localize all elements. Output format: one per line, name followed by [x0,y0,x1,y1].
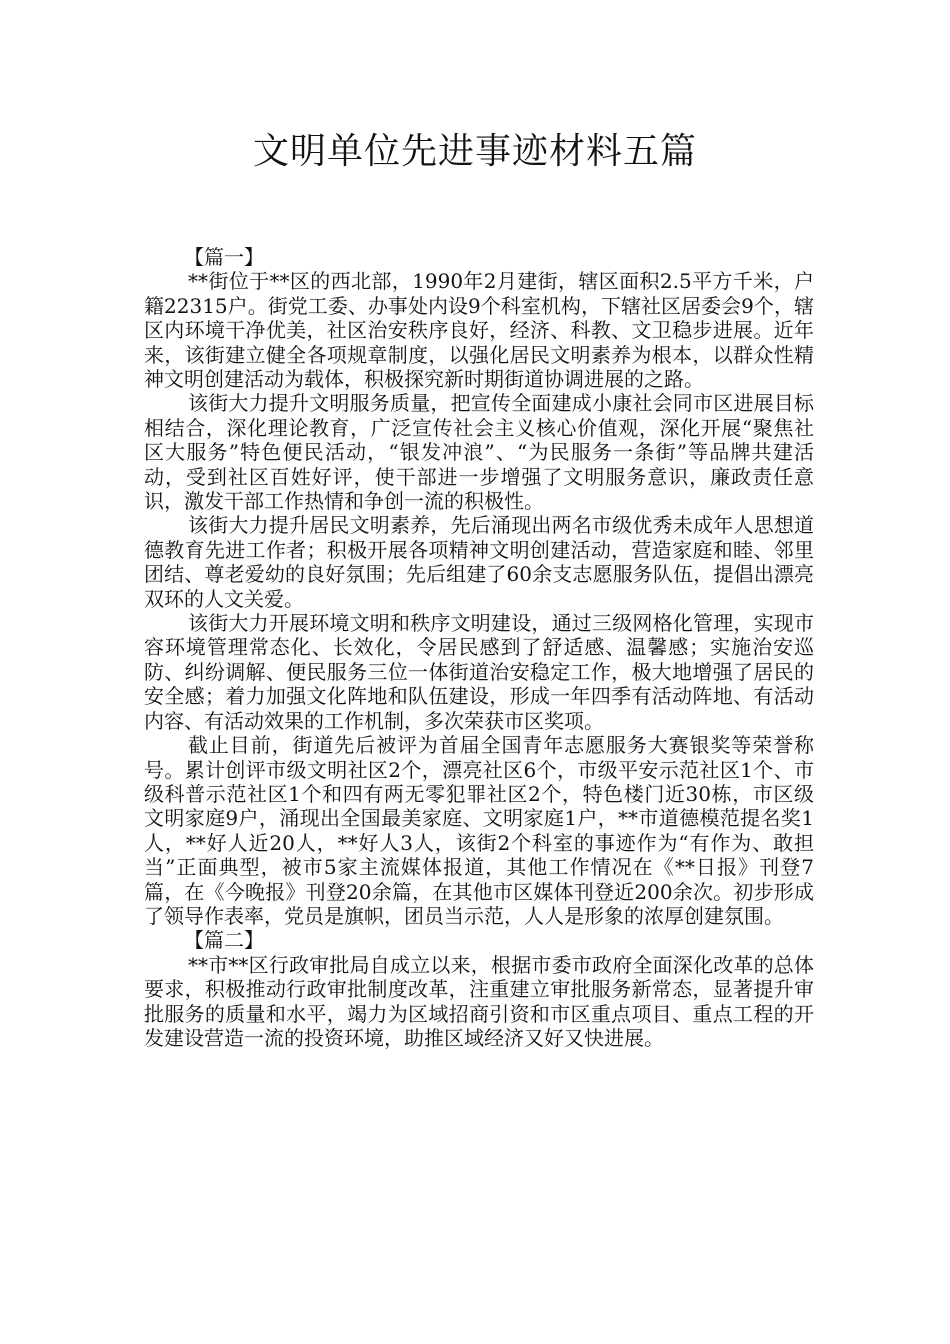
section-heading: 【篇一】 [184,245,264,269]
paragraph: **街位于**区的西北部，1990年2月建街，辖区面积2.5平方千米，户籍22315户。街党工委、办事处内设9个科室机构，下辖社区居委会9个，辖区内环境干净优美，社区治安秩序良好，经济、科教、文卫稳步进展。近年来，该街建立健全各项规章制度，以强化居民文明素养为根本，以群众性精神文明创建活动为载体，积极探究新时期街道协调进展的之路。 [144,269,814,392]
paragraph: 该街大力开展环境文明和秩序文明建设，通过三级网格化管理，实现市容环境管理常态化、长效化，令居民感到了舒适感、温馨感；实施治安巡防、纠纷调解、便民服务三位一体街道治安稳定工作，极大地增强了居民的安全感；着力加强文化阵地和队伍建设，形成一年四季有活动阵地、有活动内容、有活动效果的工作机制，多次荣获市区奖项。 [144,611,814,733]
paragraph: **市**区行政审批局自成立以来，根据市委市政府全面深化改革的总体要求，积极推动行政审批制度改革，注重建立审批服务新常态，显著提升审批服务的质量和水平，竭力为区域招商引资和市区重点项目、重点工程的开发建设营造一流的投资环境，助推区域经济又好又快进展。 [144,952,814,1050]
document-title: 文明单位先进事迹材料五篇 [252,131,697,172]
paragraph: 该街大力提升居民文明素养，先后涌现出两名市级优秀未成年人思想道德教育先进工作者；积极开展各项精神文明创建活动，营造家庭和睦、邻里团结、尊老爱幼的良好氛围；先后组建了60余支志愿服务队伍，提倡出漂亮双环的人文关爱。 [144,513,814,611]
section-1 [144,245,814,928]
section-heading: 【篇二】 [184,928,264,953]
section-2 [144,928,814,1050]
paragraph: 该街大力提升文明服务质量，把宣传全面建成小康社会同市区进展目标相结合，深化理论教育，广泛宣传社会主义核心价值观，深化开展“聚焦社区大服务”特色便民活动，“银发冲浪”、“为民服务一条街”等品牌共建活动，受到社区百姓好评，使干部进一步增强了文明服务意识，廉政责任意识，激发干部工作热情和争创一流的积极性。 [144,391,814,514]
document-body [144,245,814,1050]
paragraph: 截止目前，街道先后被评为首届全国青年志愿服务大赛银奖等荣誉称号。累计创评市级文明社区2个，漂亮社区6个，市级平安示范社区1个、市级科普示范社区1个和四有两无零犯罪社区2个，特色楼门近30栋，市区级文明家庭9户，涌现出全国最美家庭、文明家庭1户，**市道德模范提名奖1人，**好人近20人，**好人3人，该街2个科室的事迹作为“有作为、敢担当”正面典型，被市5家主流媒体报道，其他工作情况在《**日报》刊登7篇，在《今晚报》刊登20余篇，在其他市区媒体刊登近200余次。初步形成了领导作表率，党员是旗帜，团员当示范，人人是形象的浓厚创建氛围。 [144,733,814,928]
